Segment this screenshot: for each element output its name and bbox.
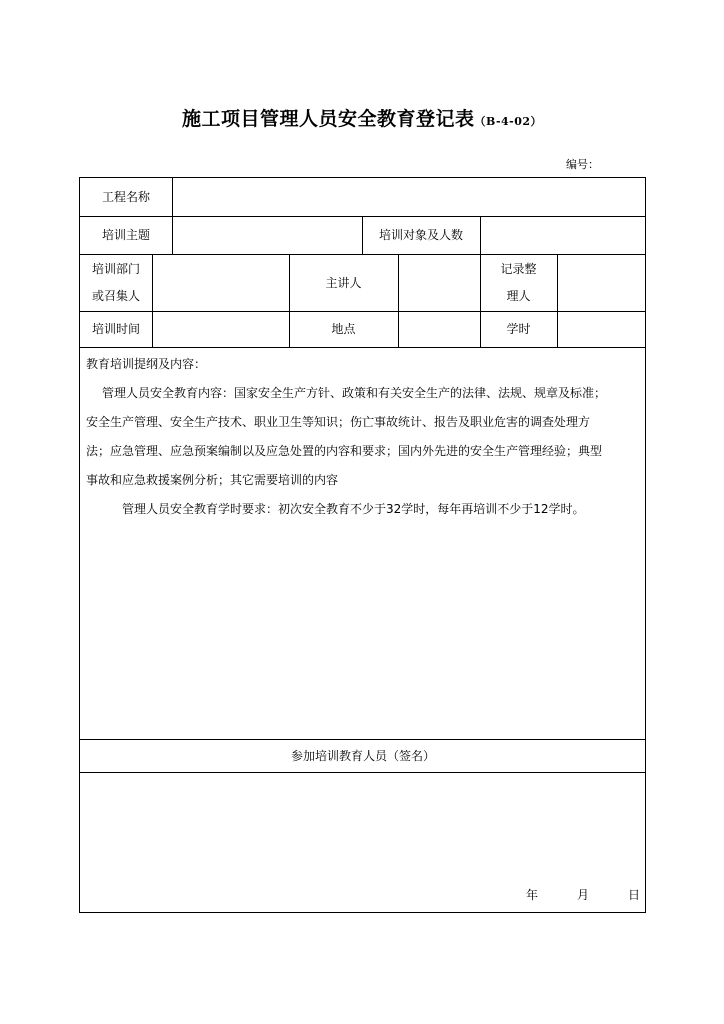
hours-field[interactable] [558,311,646,347]
date-month-label: 月 [577,888,590,902]
training-time-label: 培训时间 [91,322,140,336]
content-heading: 教育培训提纲及内容： [86,357,207,371]
location-label: 地点 [331,322,356,336]
participants-label: 参加培训教育人员（签名） [290,748,435,763]
training-time-field[interactable] [153,311,289,347]
hours-label: 学时 [506,322,531,336]
location-field[interactable] [399,311,480,347]
training-topic-field[interactable] [173,216,362,254]
form-code: （B-4-02） [474,115,543,128]
project-name-field[interactable] [173,178,646,216]
date-year-label: 年 [526,888,539,902]
training-content [86,350,641,524]
content-line: 管理人员安全教育内容：国家安全生产方针、政策和有关安全生产的法律、法规、规章及标准； [102,386,607,400]
training-dept-label-line2: 或召集人 [91,288,140,303]
recorder-label [480,254,557,311]
content-line: 管理人员安全教育学时要求：初次安全教育不少于32学时，每年再培训不少于12学时。 [122,502,585,516]
grid-line [80,347,645,348]
lecturer-label: 主讲人 [325,275,362,290]
training-dept-label-line1: 培训部门 [91,261,140,276]
lecturer-field[interactable] [399,254,480,311]
doc-number-label: 编号： [566,158,599,171]
content-line: 事故和应急救援案例分析；其它需要培训的内容 [86,473,339,487]
training-target-field[interactable] [481,216,646,254]
recorder-label-line2: 理人 [506,288,531,303]
recorder-field[interactable] [558,254,646,311]
training-dept-field[interactable] [153,254,289,311]
content-line: 安全生产管理、安全生产技术、职业卫生等知识；伤亡事故统计、报告及职业危害的调查处理方 [86,415,591,429]
recorder-label-line1: 记录整 [500,261,537,276]
title-text: 施工项目管理人员安全教育登记表 [181,108,475,130]
form-title [0,104,724,131]
registration-form [79,177,646,913]
date-day-label: 日 [628,888,641,902]
content-line: 法；应急管理、应急预案编制以及应急处置的内容和要求；国内外先进的安全生产管理经验；典型 [86,444,603,458]
signature-area[interactable] [80,773,646,873]
project-name-label: 工程名称 [101,190,150,204]
training-target-label: 培训对象及人数 [378,228,463,242]
training-dept-label [80,254,152,311]
training-topic-label: 培训主题 [101,228,150,242]
